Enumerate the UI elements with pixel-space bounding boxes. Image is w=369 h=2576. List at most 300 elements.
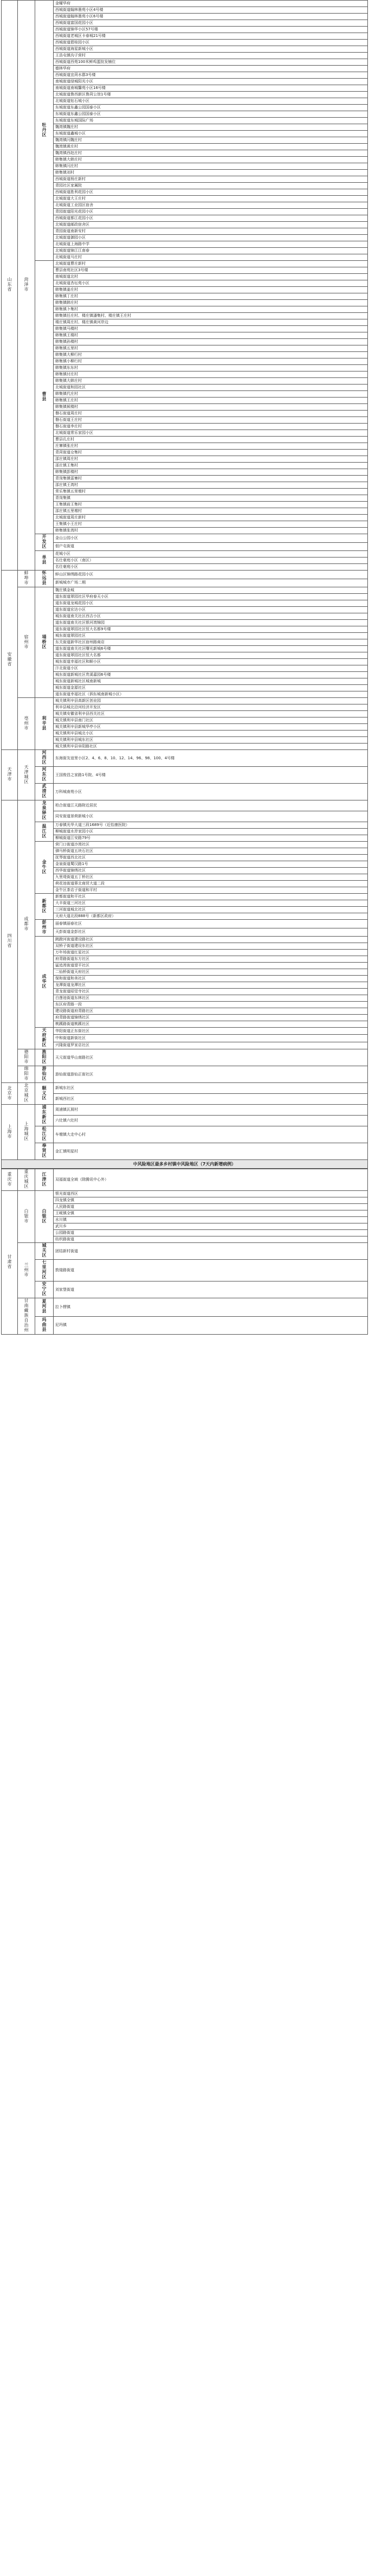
- district-cell: [35, 1260, 54, 1281]
- table-row: [2, 1049, 368, 1066]
- area-cell-label: 六灶镇六灶村: [55, 1118, 78, 1123]
- area-cell-label: 韩集镇大韩庄村: [55, 379, 82, 383]
- area-cell-label: 团结新村街道: [55, 1248, 78, 1253]
- district-cell-label: 松江区: [42, 1126, 47, 1141]
- area-cell-label: 北城街道周庄新村: [55, 515, 86, 520]
- table-row: [2, 508, 368, 515]
- area-cell-label: 西城街道海星新城小区: [55, 47, 93, 51]
- table-row: [2, 1035, 368, 1042]
- table-row: [2, 737, 368, 744]
- table-row: [2, 542, 368, 551]
- area-cell-label: 水川镇: [55, 1217, 67, 1222]
- area-cell: [54, 646, 368, 652]
- table-row: [2, 469, 368, 476]
- table-row: [2, 678, 368, 685]
- area-cell-label: 东海街友谊里小区2、4、6、8、10、12、14、96、98、100、4号楼: [55, 755, 175, 760]
- table-row: [2, 881, 368, 887]
- table-row: [2, 222, 368, 228]
- area-cell: [54, 620, 368, 626]
- district-cell: [35, 1298, 54, 1317]
- area-cell: [54, 515, 368, 521]
- area-cell-label: 西城街道西苑100米鲜鸡蛋批发铺位: [55, 60, 116, 64]
- table-row: [2, 784, 368, 800]
- area-cell: [54, 989, 368, 995]
- area-cell-label: 人民路街道: [55, 1204, 74, 1209]
- area-cell-label: 南城街道南城馨苑小区16号楼: [55, 86, 106, 90]
- area-cell: [54, 235, 368, 241]
- area-cell: [54, 118, 368, 124]
- table-row: [2, 495, 368, 502]
- district-cell: [35, 1281, 54, 1298]
- table-row: [2, 900, 368, 907]
- area-cell: [54, 937, 368, 943]
- area-cell: [54, 1316, 368, 1335]
- table-row: [2, 750, 368, 767]
- table-row: [2, 887, 368, 894]
- area-cell-label: 南城街道绿城阳光小区: [55, 79, 93, 84]
- district-cell: [35, 784, 54, 800]
- table-row: [2, 1298, 368, 1317]
- area-cell: [54, 482, 368, 489]
- area-cell: [54, 685, 368, 691]
- table-row: [2, 371, 368, 378]
- area-cell-label: 西城街道都江花园小区: [55, 216, 93, 220]
- area-cell-label: 磐石街道周庄村: [55, 411, 82, 415]
- area-cell-label: 二仙桥街道天府社区: [55, 970, 89, 974]
- table-row: [2, 646, 368, 652]
- area-cell: [54, 579, 368, 587]
- table-row: [2, 534, 368, 543]
- table-row: [2, 20, 368, 27]
- table-row: [2, 691, 368, 698]
- area-cell: [54, 215, 368, 222]
- table-row: [2, 502, 368, 508]
- table-row: [2, 1236, 368, 1243]
- table-row: [2, 92, 368, 98]
- area-cell: [54, 534, 368, 543]
- area-cell: [54, 913, 368, 920]
- area-cell: [54, 404, 368, 411]
- table-row: [2, 1116, 368, 1126]
- area-cell-label: 金牛区茶店子街道和平村: [55, 888, 97, 892]
- area-cell-label: 桃蹊路街道桃蹊社区: [55, 1022, 89, 1026]
- area-cell: [54, 1236, 368, 1243]
- area-cell: [54, 887, 368, 894]
- area-cell-label: 双福街道全域（除腾讯中心外）: [55, 1177, 108, 1182]
- area-cell-label: 韩集镇马楼村: [55, 326, 78, 331]
- area-cell-label: 城关镇利辛县高新区创业园: [55, 699, 101, 703]
- table-row: [2, 1015, 368, 1021]
- area-cell: [54, 150, 368, 157]
- table-row: [2, 724, 368, 730]
- area-cell: [54, 587, 368, 594]
- area-cell: [54, 665, 368, 672]
- district-cell-label: 天府新区: [42, 1028, 47, 1047]
- district-cell: [35, 1105, 54, 1126]
- table-row: [2, 1083, 368, 1094]
- area-cell: [54, 40, 368, 46]
- table-row: [2, 424, 368, 430]
- table-row: [2, 1260, 368, 1281]
- area-cell-label: 曹县孔庄村: [55, 437, 74, 441]
- table-row: [2, 855, 368, 861]
- area-cell: [54, 391, 368, 398]
- area-cell: [54, 894, 368, 900]
- area-cell-label: 王浩屯镇沟子营村: [55, 53, 86, 57]
- area-cell: [54, 339, 368, 345]
- area-cell: [54, 157, 368, 163]
- area-cell: [54, 551, 368, 558]
- table-row: [2, 7, 368, 14]
- area-cell-label: 曹县南苑社区3号楼: [55, 268, 88, 272]
- table-row: [2, 319, 368, 326]
- area-cell-label: 新城城市广场二期: [55, 580, 86, 585]
- area-cell: [54, 613, 368, 620]
- area-cell-label: 邵庄镇王集村: [55, 463, 78, 467]
- area-cell: [54, 829, 368, 835]
- table-row: [2, 969, 368, 976]
- area-cell: [54, 1049, 368, 1066]
- province-cell: [2, 800, 18, 1083]
- area-cell-label: 韩集镇孙楼村: [55, 339, 78, 344]
- area-cell-label: 金曜华府: [55, 1, 70, 5]
- area-cell: [54, 750, 368, 767]
- area-cell-label: 青园街道南新安村: [55, 229, 86, 233]
- area-cell-label: 北城街道和园社区: [55, 385, 86, 389]
- area-cell-label: 刘家堡街道: [55, 1287, 74, 1292]
- area-cell: [54, 730, 368, 737]
- table-row: [2, 59, 368, 66]
- table-row: [2, 326, 368, 332]
- area-cell-label: 东城街道东鑫公园国泰小区: [55, 112, 101, 116]
- table-row: [2, 437, 368, 443]
- area-cell-label: 北城街道御园小区: [55, 235, 86, 240]
- area-cell: [54, 1210, 368, 1217]
- province-cell: [2, 750, 18, 800]
- table-row: [2, 571, 368, 579]
- district-cell-label: 安宁区: [42, 1281, 47, 1296]
- table-row: [2, 698, 368, 704]
- area-cell: [54, 248, 368, 254]
- area-cell-label: 青龙街道昭觉寺社区: [55, 989, 89, 994]
- table-row: [2, 1, 368, 7]
- area-cell-label: 道东街道龙城花园小区: [55, 601, 93, 605]
- table-row: [2, 1021, 368, 1028]
- table-row: [2, 443, 368, 450]
- area-cell: [54, 437, 368, 443]
- city-cell-label: 绵阳市: [24, 1066, 29, 1081]
- province-cell: [2, 1105, 18, 1160]
- district-cell-label: 开发区: [42, 534, 47, 549]
- area-cell-label: 名仕豪庭小区（南区）: [55, 558, 93, 562]
- area-cell-label: 西城街道翰林墨苑小区6号楼: [55, 14, 103, 18]
- area-cell: [54, 848, 368, 855]
- area-cell: [54, 1191, 368, 1197]
- city-cell-label: 成都市: [24, 917, 29, 931]
- district-cell: [35, 937, 54, 1028]
- area-cell-label: 魏湾镇闫魏庄村: [55, 138, 82, 142]
- city-cell-label: 兰州市: [24, 1262, 29, 1277]
- area-cell-label: 魏庄镇金城: [55, 588, 74, 592]
- area-cell-label: 魏湾镇黄庄村: [55, 144, 78, 149]
- table-row: [2, 587, 368, 594]
- table-row: [2, 1210, 368, 1217]
- table-row: [2, 861, 368, 868]
- city-cell-label: 宿州市: [24, 634, 29, 649]
- city-cell-label: 重庆城区: [24, 1169, 29, 1189]
- table-row: [2, 482, 368, 489]
- table-row: [2, 228, 368, 235]
- table-row: [2, 105, 368, 111]
- area-cell-label: 庄寨镇张庄村: [55, 444, 78, 448]
- table-row: [2, 907, 368, 913]
- area-cell-label: 汴北街道小区: [55, 666, 78, 670]
- area-cell: [54, 105, 368, 111]
- area-cell: [54, 976, 368, 982]
- area-cell: [54, 594, 368, 600]
- area-cell: [54, 1298, 368, 1317]
- area-cell: [54, 1217, 368, 1223]
- table-row: [2, 528, 368, 534]
- area-cell: [54, 345, 368, 352]
- city-cell: [18, 571, 35, 587]
- area-cell-label: 城关镇利辛县城北小区: [55, 731, 93, 735]
- table-row: [2, 626, 368, 633]
- area-cell-label: 韩集镇代庄村: [55, 392, 78, 396]
- area-cell-label: 丽春镇丽春社区: [55, 921, 82, 926]
- area-cell: [54, 456, 368, 463]
- area-cell-label: 名仕豪庭小区: [55, 565, 78, 569]
- area-cell-label: 龙潭街道龙潭社区: [55, 983, 86, 987]
- area-cell-label: 驷马桥街道五块石社区: [55, 849, 93, 853]
- area-cell: [54, 822, 368, 829]
- province-cell-label: 安徽省: [7, 652, 12, 667]
- table-row: [2, 633, 368, 639]
- district-cell: [35, 1126, 54, 1143]
- area-cell: [54, 900, 368, 907]
- table-row: [2, 652, 368, 659]
- area-cell: [54, 495, 368, 502]
- district-cell: [35, 551, 54, 571]
- area-cell: [54, 969, 368, 976]
- district-cell-label: 利辛县: [42, 715, 47, 730]
- area-cell-label: 天元街道华山南路社区: [55, 1055, 93, 1060]
- area-cell: [54, 659, 368, 665]
- area-cell-label: 九里堤街道五丁桥社区: [55, 875, 93, 879]
- city-cell: [18, 698, 35, 750]
- area-cell-label: 拉卜楞镇: [55, 1304, 70, 1309]
- area-cell: [54, 228, 368, 235]
- area-cell-label: 青岗集镇: [55, 496, 70, 500]
- area-cell-label: 韩集镇丁庄村: [55, 294, 78, 298]
- area-cell: [54, 319, 368, 326]
- district-cell-label: 江津区: [42, 1171, 47, 1187]
- table-row: [2, 248, 368, 254]
- district-cell: [35, 1066, 54, 1083]
- city-cell-label: 天津城区: [24, 764, 29, 784]
- table-row: [2, 1042, 368, 1049]
- area-cell: [54, 1169, 368, 1191]
- table-row: [2, 1105, 368, 1116]
- area-cell: [54, 332, 368, 339]
- city-cell: [18, 1298, 35, 1335]
- area-cell-label: 建设路街道府青路社区: [55, 1009, 93, 1013]
- area-cell: [54, 189, 368, 196]
- area-cell: [54, 1083, 368, 1094]
- district-cell: [35, 1, 54, 261]
- table-row: [2, 40, 368, 46]
- district-cell-label: 旌阳区: [42, 1049, 47, 1064]
- area-cell-label: 城关镇利辛县新城华亭小区: [55, 725, 101, 729]
- district-cell-label: 顺义区: [42, 1085, 47, 1100]
- area-cell: [54, 85, 368, 92]
- district-cell-label: 彭州市: [42, 920, 47, 934]
- table-row: [2, 430, 368, 437]
- table-row: [2, 1243, 368, 1260]
- city-cell-label: 白银市: [24, 1208, 29, 1223]
- area-cell: [54, 1008, 368, 1015]
- area-cell-label: 东城街道鑫城小区: [55, 131, 86, 136]
- area-cell: [54, 124, 368, 131]
- area-cell: [54, 144, 368, 150]
- district-cell: [35, 1049, 54, 1066]
- table-row: [2, 639, 368, 646]
- district-cell: [35, 1083, 54, 1105]
- area-cell: [54, 881, 368, 887]
- table-row: [2, 313, 368, 319]
- area-cell-label: 东关街道新华社区宿州路商店: [55, 640, 105, 644]
- area-cell: [54, 53, 368, 59]
- table-row: [2, 261, 368, 267]
- table-row: [2, 963, 368, 969]
- area-cell: [54, 1143, 368, 1160]
- area-cell: [54, 209, 368, 215]
- table-row: [2, 111, 368, 118]
- area-cell: [54, 963, 368, 969]
- province-cell-label: 重庆市: [7, 1171, 12, 1187]
- area-cell-label: 邵庄镇五里墩村: [55, 509, 82, 513]
- area-cell: [54, 811, 368, 822]
- table-row: [2, 267, 368, 274]
- area-cell-label: 利辛县城北沿河经济开发区: [55, 705, 101, 709]
- area-cell-label: 韩集镇候楼村: [55, 405, 78, 409]
- table-row: [2, 79, 368, 85]
- table-row: [2, 144, 368, 150]
- area-cell: [54, 411, 368, 417]
- table-row: [2, 124, 368, 131]
- area-cell-label: 常乐集镇五里墩村: [55, 489, 86, 494]
- city-cell-label: 德阳市: [24, 1049, 29, 1064]
- area-cell: [54, 1230, 368, 1236]
- city-cell: [18, 1243, 35, 1298]
- city-cell: [18, 1, 35, 571]
- table-row: [2, 1008, 368, 1015]
- province-cell: [2, 1, 18, 571]
- area-cell: [54, 737, 368, 744]
- area-cell: [54, 476, 368, 482]
- area-cell-label: 府青路街道锦绣社区: [55, 1015, 89, 1020]
- province-cell-label: 北京市: [7, 1085, 12, 1100]
- district-cell: [35, 534, 54, 551]
- area-cell: [54, 443, 368, 450]
- area-cell: [54, 767, 368, 784]
- district-cell: [35, 894, 54, 920]
- table-row: [2, 163, 368, 170]
- table-row: [2, 1223, 368, 1230]
- area-cell-label: 魏湾镇魏庄村: [55, 125, 78, 129]
- table-row: [2, 1002, 368, 1008]
- area-cell: [54, 163, 368, 170]
- district-cell-label: 金牛区: [42, 859, 47, 874]
- table-row: [2, 620, 368, 626]
- table-row: [2, 463, 368, 469]
- table-row: [2, 1230, 368, 1236]
- table-row: [2, 1094, 368, 1105]
- area-cell: [54, 1105, 368, 1116]
- table-row: [2, 521, 368, 528]
- area-cell: [54, 176, 368, 183]
- area-cell: [54, 365, 368, 371]
- area-cell-label: 中和街道新街社区: [55, 1035, 86, 1040]
- area-cell-label: 保和街道和美社区: [55, 976, 86, 981]
- table-row: [2, 293, 368, 300]
- area-cell: [54, 652, 368, 659]
- area-cell: [54, 111, 368, 118]
- area-cell: [54, 300, 368, 306]
- area-cell-label: 王集镇小王庄村: [55, 522, 82, 526]
- area-cell: [54, 1243, 368, 1260]
- table-row: [2, 85, 368, 92]
- risk-area-table-part1: [1, 0, 368, 1160]
- table-row: [2, 894, 368, 900]
- table-row: [2, 489, 368, 495]
- area-cell-label: 四龙镇全镇: [55, 1198, 74, 1202]
- area-cell: [54, 378, 368, 385]
- area-cell: [54, 995, 368, 1002]
- table-row: [2, 14, 368, 20]
- area-cell-label: 西城街道锦华小区57号楼: [55, 27, 98, 31]
- table-row: [2, 835, 368, 842]
- area-cell-label: 城东街道翠园社区: [55, 633, 86, 638]
- area-cell-label: 新都街道和平社区: [55, 894, 86, 899]
- table-row: [2, 202, 368, 209]
- area-cell: [54, 1021, 368, 1028]
- table-row: [2, 1169, 368, 1191]
- table-row: [2, 254, 368, 261]
- area-cell-label: 青岗集镇雷寨村: [55, 476, 82, 480]
- area-cell-label: 韩集镇韩庄村: [55, 300, 78, 305]
- area-cell-label: 韩集镇大韩庄村: [55, 157, 82, 162]
- table-row: [2, 1028, 368, 1035]
- table-row: [2, 241, 368, 248]
- area-cell: [54, 542, 368, 551]
- area-cell: [54, 1260, 368, 1281]
- area-cell-label: 白莲池街道东林社区: [55, 996, 89, 1000]
- area-cell: [54, 430, 368, 437]
- table-row: [2, 1066, 368, 1083]
- area-cell: [54, 489, 368, 495]
- province-cell-label: 甘肃省: [7, 1254, 12, 1269]
- province-cell-label: 四川省: [7, 933, 12, 948]
- district-cell-label: 埇桥区: [42, 634, 47, 649]
- area-cell-label: 武川乡: [55, 1224, 67, 1228]
- area-cell-label: 西城街道杨庄新村: [55, 177, 86, 181]
- area-cell: [54, 691, 368, 698]
- area-cell-label: 城关镇安徽省利辛县西关社区: [55, 712, 105, 716]
- area-cell-label: 抚琴街道西北社区: [55, 855, 86, 860]
- area-cell: [54, 66, 368, 72]
- area-cell-label: 北城街道常乐家园小区: [55, 431, 93, 435]
